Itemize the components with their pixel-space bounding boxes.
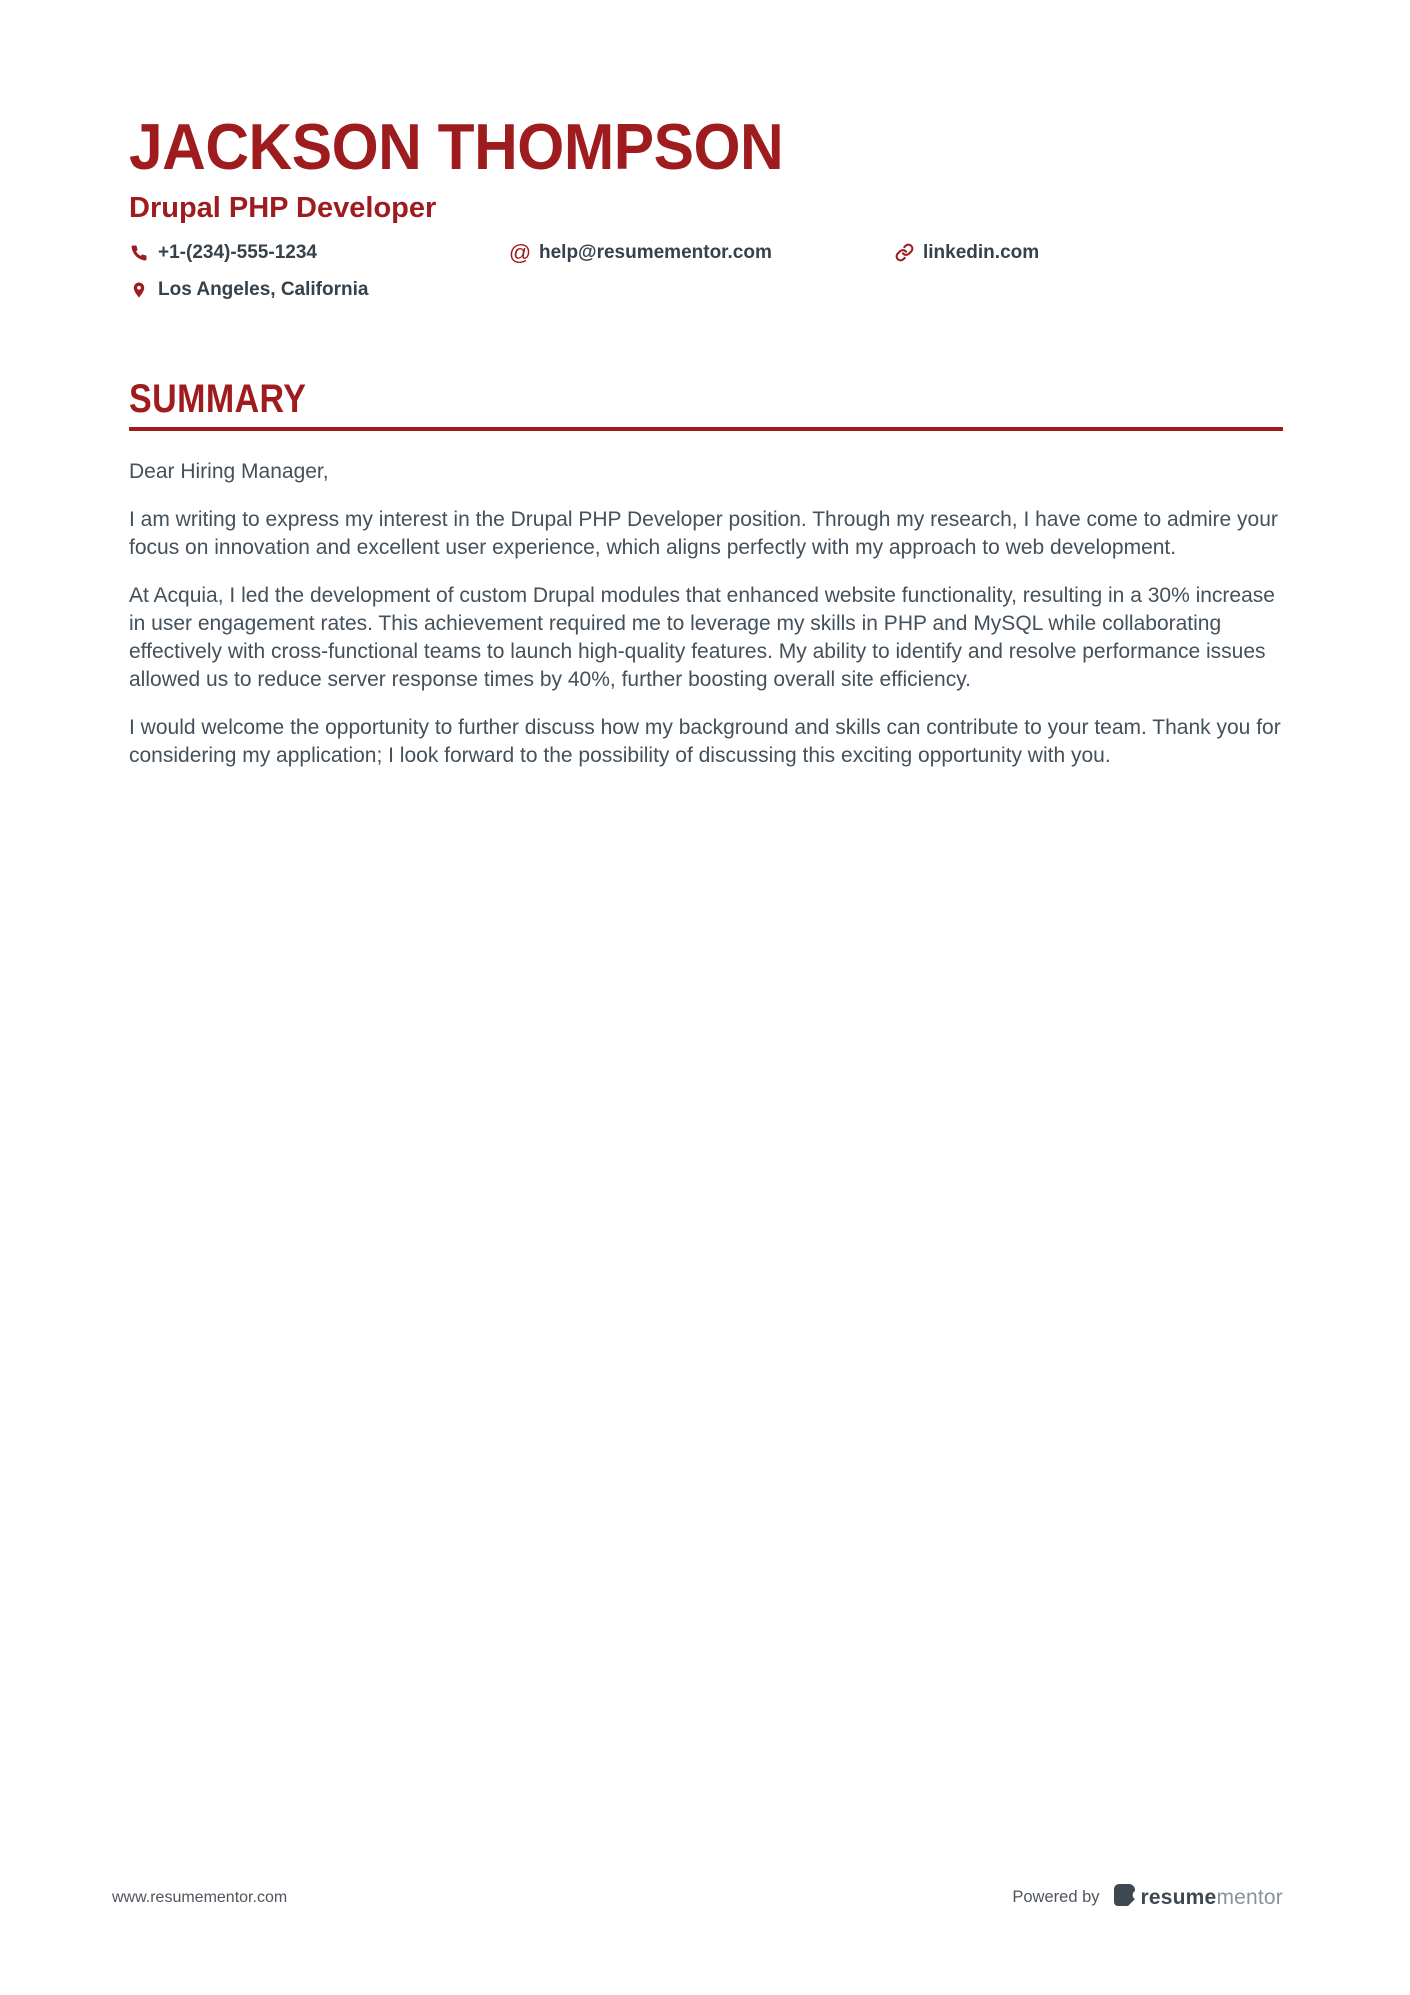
contact-info (129, 239, 1283, 301)
summary-section (129, 375, 1283, 770)
candidate-job-title: Drupal PHP Developer (129, 191, 437, 224)
summary-heading-rule (129, 375, 1283, 431)
summary-heading: SUMMARY (129, 376, 307, 421)
salutation: Dear Hiring Manager, (129, 459, 329, 483)
letter-content (0, 0, 1410, 770)
candidate-name: JACKSON THOMPSON (129, 110, 784, 183)
resumementor-logo-icon (1114, 1884, 1135, 1911)
location-text: Los Angeles, California (158, 278, 369, 300)
brand-name-light: mentor (1216, 1885, 1283, 1909)
powered-by-label: Powered by (1012, 1888, 1100, 1906)
link-icon (894, 243, 914, 263)
email-address: help@resumementor.com (539, 241, 772, 263)
page-footer (112, 1884, 1283, 1911)
contact-phone[interactable] (129, 242, 510, 264)
at-icon: @ (508, 239, 532, 265)
paragraph: I am writing to express my interest in the Drupal PHP Developer position. Through my research, I have come to admire your focus on innovation and excellent user experience, which aligns perfectly with my approach to web development. (129, 507, 1278, 559)
brand-name (1141, 1886, 1283, 1910)
paragraph: At Acquia, I led the development of custom Drupal modules that enhanced website functionality, resulting in a 30% increase in user engagement rates. This achievement required me to leverage my skills in PHP and MySQL while collaborating effectively with cross-functional teams to launch high-quality features. My ability to identify and resolve performance issues allowed us to reduce server response times by 40%, further boosting overall site efficiency. (129, 583, 1275, 691)
brand-logo[interactable] (1114, 1884, 1283, 1911)
brand-name-bold: resume (1140, 1885, 1217, 1909)
location-pin-icon (129, 280, 149, 300)
linkedin-url: linkedin.com (923, 241, 1040, 263)
phone-icon (129, 243, 149, 263)
footer-website-link[interactable]: www.resumementor.com (112, 1888, 288, 1906)
contact-linkedin[interactable] (894, 242, 1283, 264)
contact-email[interactable] (508, 239, 894, 265)
footer-branding (1012, 1884, 1283, 1911)
contact-location (129, 279, 510, 301)
letter-body (129, 458, 1283, 770)
paragraph: I would welcome the opportunity to further discuss how my background and skills can contribute to your team. Thank you for considering my application; I look forward to the possibility of discussing this exciting opportunity with you. (129, 715, 1281, 767)
phone-number: +1-(234)-555-1234 (158, 241, 317, 263)
